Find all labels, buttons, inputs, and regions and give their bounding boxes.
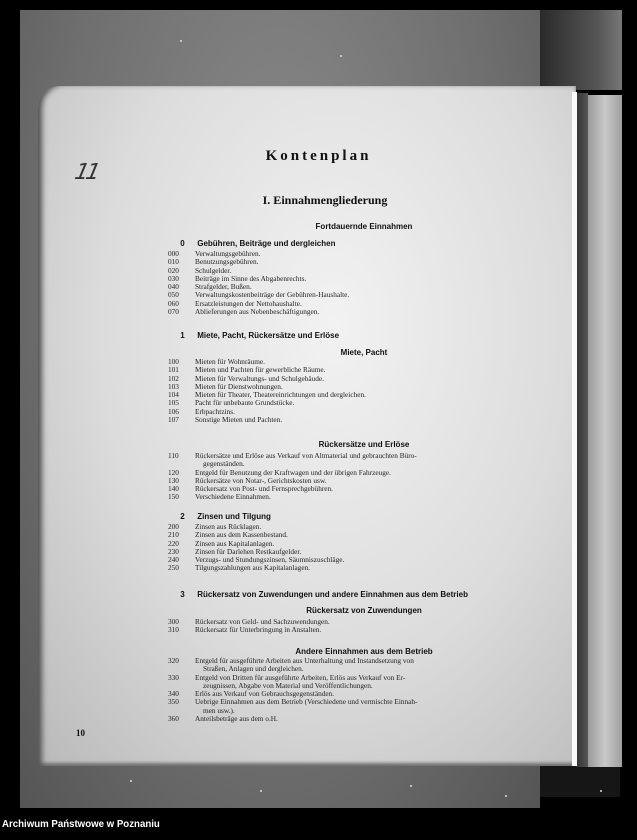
account-row: 107 Sonstige Mieten und Pachten. (168, 415, 283, 425)
film-speck (260, 790, 262, 792)
account-row: 104 Mieten für Theater, Theatereinrichtungen und dergleichen. (168, 390, 366, 400)
account-row: 150 Verschiedene Einnahmen. (168, 492, 271, 502)
account-row-continuation: zeugnissen, Abgabe von Material und Veröffentlichungen. (203, 680, 373, 690)
group-number: 2 (180, 512, 185, 521)
film-speck (600, 790, 602, 792)
account-row: 050 Verwaltungskostenbeiträge der Gebühren-Haushalte. (168, 290, 350, 300)
account-list-group-3a (168, 618, 468, 635)
account-row: 300 Rückersatz von Geld- und Sachzuwendungen. (168, 617, 330, 626)
account-row: 140 Rückersatz von Post- und Fernsprechgebühren. (168, 484, 333, 494)
account-row: 010 Benutzungsgebühren. (168, 257, 259, 267)
group-title: Miete, Pacht, Rückersätze und Erlöse (197, 331, 340, 340)
archive-watermark-label: Archiwum Państwowe w Poznaniu (2, 818, 160, 830)
group-heading-0 (170, 239, 335, 248)
account-row: 240 Verzugs- und Stundungszinsen, Säumniszuschläge. (168, 555, 345, 565)
film-speck (130, 780, 132, 782)
group-number: 1 (180, 331, 185, 340)
account-row: 101 Mieten und Pachten für gewerbliche Räume. (168, 365, 326, 375)
account-list-group-1a (168, 358, 468, 424)
account-list-group-1b (168, 452, 458, 502)
group-title: Zinsen und Tilgung (197, 512, 271, 521)
account-row: 120 Entgeld für Benutzung der Kraftwagen und der übrigen Fahrzeuge. (168, 467, 391, 477)
group-title: Rückersatz von Zuwendungen und andere Einnahmen aus dem Betrieb (197, 590, 468, 599)
subheading-miete-pacht: Miete, Pacht (340, 348, 388, 357)
account-row: 060 Ersatzleistungen der Nettohaushalte. (168, 298, 302, 308)
account-list-group-3b (168, 657, 453, 723)
account-row: 200 Zinsen aus Rücklagen. (168, 522, 262, 531)
account-row: 102 Mieten für Verwaltungs- und Schulgebäude. (168, 373, 324, 383)
account-row: 210 Zinsen aus dem Kassenbestand. (168, 530, 288, 540)
subheading-andere-einnahmen: Andere Einnahmen aus dem Betrieb (295, 647, 433, 656)
account-row: 220 Zinsen aus Kapitalanlagen. (168, 538, 275, 548)
account-row: 020 Schulgelder. (168, 265, 232, 275)
document-title: Kontenplan (265, 148, 372, 164)
account-row: 100 Mieten für Wohnräume. (168, 357, 265, 366)
account-row: 330 Entgeld von Dritten für ausgeführte Arbeiten, Erlös aus Verkauf von Er- (168, 672, 406, 682)
account-row: 030 Beiträge im Sinne des Abgabenrechts. (168, 273, 307, 283)
account-row-continuation: gegenständen. (203, 459, 245, 469)
account-row: 110 Rückersätze und Erlöse aus Verkauf von Altmaterial und gebrauchten Büro- (168, 451, 417, 460)
account-row: 105 Pacht für unbebaute Grundstücke. (168, 398, 295, 408)
account-row: 340 Erlös aus Verkauf von Gebrauchsgegenständen. (168, 689, 335, 699)
scan-backing-shadow-lower (540, 765, 620, 797)
account-row: 350 Uebrige Einnahmen aus dem Betrieb (Verschiedene und vermischte Einnah- (168, 697, 418, 707)
account-row: 250 Tilgungszahlungen aus Kapitalanlagen. (168, 563, 311, 573)
account-list-group-2 (168, 523, 468, 573)
account-row-continuation: Straßen, Anlagen und dergleichen. (203, 664, 304, 674)
subheading-rueckersatz-zuwendungen: Rückersatz von Zuwendungen (306, 606, 422, 615)
group-number: 0 (180, 239, 185, 248)
film-speck (340, 55, 342, 57)
account-row: 310 Rückersatz für Unterbringung in Anstalten. (168, 625, 322, 635)
subsection-title: Fortdauernde Einnahmen (315, 222, 413, 231)
account-row: 320 Entgeld für ausgeführte Arbeiten aus Unterhaltung und Instandsetzung von (168, 656, 414, 665)
film-speck (180, 40, 182, 42)
account-row: 070 Ablieferungen aus Nebenbeschäftigungen. (168, 307, 320, 317)
group-heading-3 (170, 590, 468, 599)
group-heading-1 (170, 331, 339, 340)
account-row: 130 Rückersätze von Notar-, Gerichtskosten usw. (168, 475, 327, 485)
account-row-continuation: men usw.). (203, 705, 235, 715)
group-heading-2 (170, 512, 271, 521)
film-speck (505, 795, 507, 797)
account-row: 230 Zinsen für Darlehen Restkaufgelder. (168, 546, 302, 556)
account-row: 106 Erbpachtzins. (168, 406, 235, 416)
account-list-group-0 (168, 250, 468, 316)
account-row: 360 Anteilsbeträge aus dem o.H. (168, 714, 278, 724)
subheading-rueckersaetze: Rückersätze und Erlöse (318, 440, 410, 449)
account-row: 103 Mieten für Dienstwohnungen. (168, 381, 283, 391)
scan-backing-shadow (540, 10, 622, 90)
account-row: 000 Verwaltungsgebühren. (168, 249, 261, 258)
group-number: 3 (180, 590, 185, 599)
handwritten-folio-number: 11 (72, 160, 100, 185)
page-number: 10 (76, 728, 85, 738)
account-row: 040 Strafgelder, Bußen. (168, 282, 252, 292)
group-title: Gebühren, Beiträge und dergleichen (197, 239, 336, 248)
section-title: I. Einnahmengliederung (262, 193, 388, 207)
film-speck (410, 785, 412, 787)
